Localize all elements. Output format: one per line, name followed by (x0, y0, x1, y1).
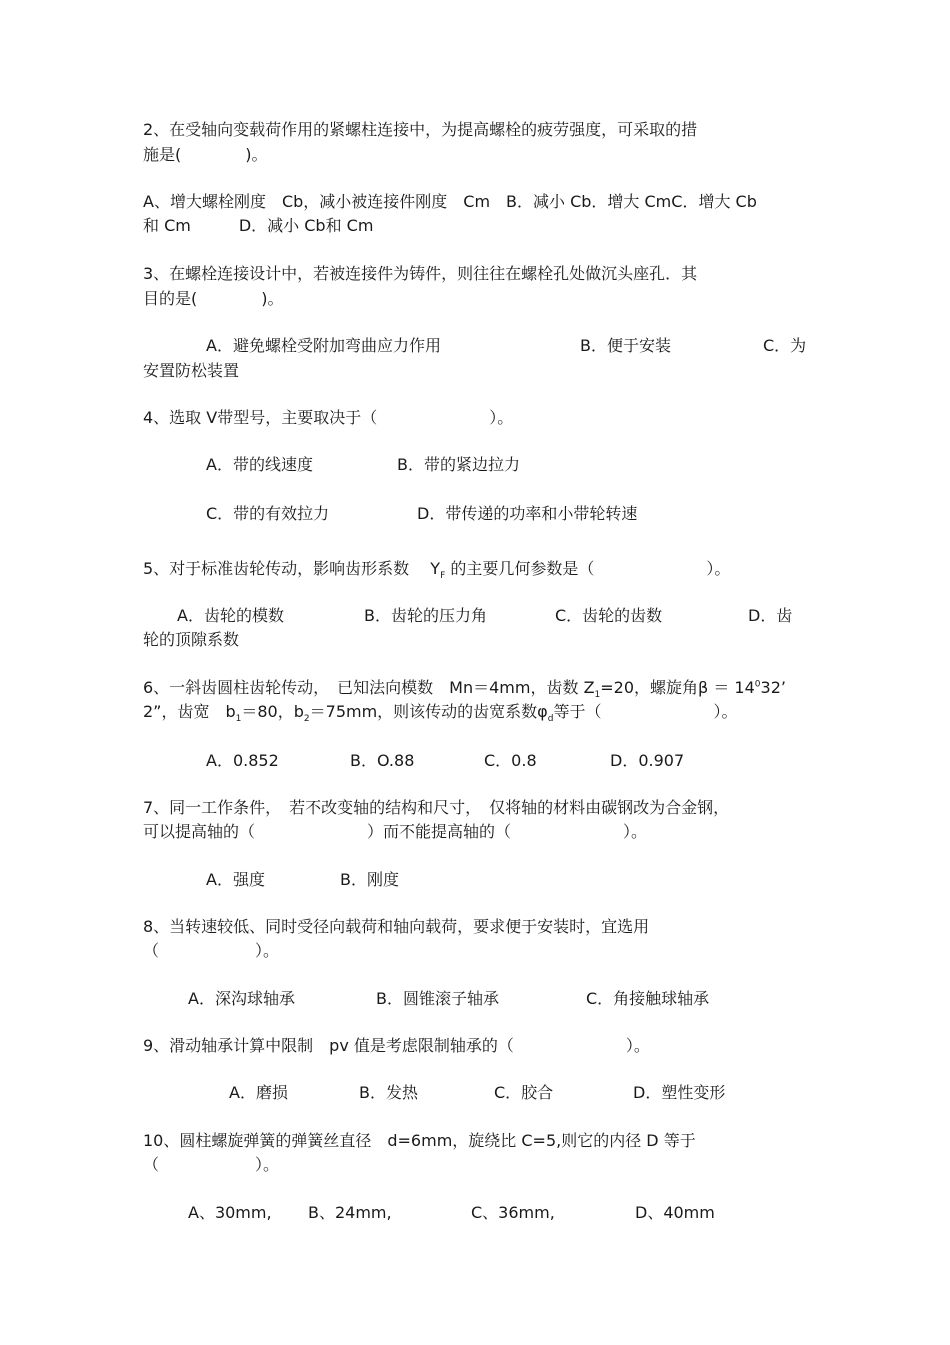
q10-option-b: B、24mm, (308, 1203, 392, 1222)
q7-stem-line2: 可以提高轴的（ ）而不能提高轴的（ ）。 (143, 822, 648, 841)
q6-b2-subscript: 2 (303, 714, 310, 725)
q10-stem-line1: 10、圆柱螺旋弹簧的弹簧丝直径 d=6mm，旋绕比 C=5,则它的内径 D 等于 (143, 1131, 696, 1150)
q3-option-c: C．为 (763, 336, 807, 355)
q5-option-d: D．齿 (748, 606, 793, 625)
q6-text-6: ＝75mm，则该传动的齿宽系数φ (309, 702, 548, 721)
q5-stem (143, 558, 730, 580)
q3-option-b: B．便于安装 (580, 336, 671, 355)
q6-phi-subscript: d (547, 714, 554, 725)
q3-stem-line1: 3、在螺栓连接设计中，若被连接件为铸件，则往往在螺栓孔处做沉头座孔．其 (143, 264, 698, 283)
q6-text-3: 32’ (760, 678, 786, 697)
q7-stem-line1: 7、同一工作条件， 若不改变轴的结构和尺寸， 仅将轴的材料由碳钢改为合金钢， (143, 798, 730, 817)
q6-text-2: =20，螺旋角β ＝ 14 (600, 678, 755, 697)
q6-option-c: C．0.8 (484, 751, 537, 770)
q8-stem-line2: （ ）。 (143, 941, 280, 960)
q10-stem-line2: （ ）。 (143, 1155, 280, 1174)
q9-option-a: A．磨损 (229, 1083, 288, 1102)
q6-option-b: B．O.88 (350, 751, 415, 770)
q8-option-b: B．圆锥滚子轴承 (376, 989, 499, 1008)
q10-option-d: D、40mm (635, 1203, 715, 1222)
q2-stem-line1: 2、在受轴向变载荷作用的紧螺柱连接中，为提高螺栓的疲劳强度，可采取的措 (143, 120, 698, 139)
q9-stem: 9、滑动轴承计算中限制 pv 值是考虑限制轴承的（ ）。 (143, 1036, 650, 1055)
q9-option-c: C．胶合 (494, 1083, 554, 1102)
q4-option-c: C．带的有效拉力 (206, 504, 330, 523)
q9-option-d: D．塑性变形 (633, 1083, 726, 1102)
q4-option-a: A．带的线速度 (206, 455, 313, 474)
q8-option-a: A．深沟球轴承 (188, 989, 295, 1008)
q6-text-7: 等于（ ）。 (553, 702, 738, 721)
q6-stem-line1 (143, 677, 786, 699)
q5-option-c: C．齿轮的齿数 (555, 606, 663, 625)
q4-option-d: D．带传递的功率和小带轮转速 (417, 504, 638, 523)
q8-option-c: C．角接触球轴承 (586, 989, 710, 1008)
q3-stem-line2: 目的是( )。 (143, 289, 284, 308)
q6-option-a: A．0.852 (206, 751, 279, 770)
q6-stem-line2 (143, 701, 737, 723)
q6-text-4: 2”，齿宽 b (143, 702, 236, 721)
q6-b1-subscript: 1 (235, 714, 242, 725)
q3-option-a: A．避免螺栓受附加弯曲应力作用 (206, 336, 441, 355)
q5-y-symbol: Y (430, 559, 441, 578)
q4-stem: 4、选取 V带型号，主要取决于（ ）。 (143, 408, 514, 427)
q5-option-a: A．齿轮的模数 (177, 606, 284, 625)
q9-option-b: B．发热 (359, 1083, 418, 1102)
q3-option-c-cont: 安置防松装置 (143, 361, 240, 380)
q10-option-a: A、30mm, (188, 1203, 272, 1222)
q2-stem-line2: 施是( )。 (143, 145, 268, 164)
q5-option-b: B．齿轮的压力角 (364, 606, 487, 625)
q6-z-subscript: 1 (594, 690, 601, 701)
q6-degree-superscript: 0 (754, 679, 761, 690)
q5-stem-part1: 5、对于标准齿轮传动，影响齿形系数 (143, 559, 410, 578)
q2-options-line2: 和 Cm D．减小 Cb和 Cm (143, 216, 374, 235)
q6-text-1: 6、一斜齿圆柱齿轮传动， 已知法向模数 Mn＝4mm，齿数 Z (143, 678, 595, 697)
q6-option-d: D．0.907 (610, 751, 685, 770)
q10-option-c: C、36mm, (471, 1203, 555, 1222)
q2-options-line1: A、增大螺栓刚度 Cb，减小被连接件刚度 Cm B．减小 Cb．增大 CmC．增大 Cb (143, 192, 757, 211)
q5-f-subscript: F (440, 571, 446, 582)
q4-option-b: B．带的紧边拉力 (397, 455, 520, 474)
q5-stem-part2: 的主要几何参数是（ ）。 (450, 559, 731, 578)
q5-option-d-cont: 轮的顶隙系数 (143, 630, 240, 649)
q6-text-5: ＝80，b (241, 702, 304, 721)
q8-stem-line1: 8、当转速较低、同时受径向载荷和轴向载荷，要求便于安装时，宜选用 (143, 917, 650, 936)
q7-option-a: A．强度 (206, 870, 265, 889)
q7-option-b: B．刚度 (340, 870, 399, 889)
